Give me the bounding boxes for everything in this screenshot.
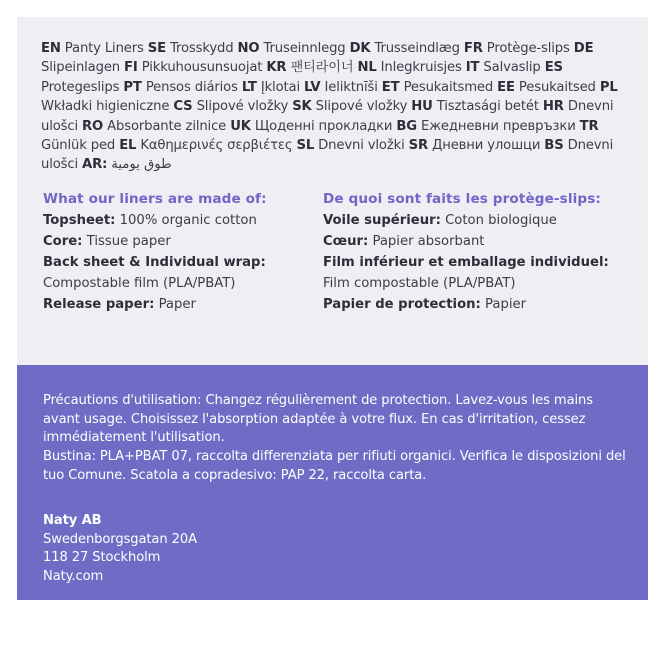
language-entry [82, 157, 172, 172]
language-product-name: Pesukaitsed [518, 79, 596, 95]
language-code: SE [147, 41, 167, 56]
language-code: SR [408, 138, 429, 154]
material-row: Film compostable (PLA/PBAT) [323, 276, 516, 291]
language-entry [242, 80, 300, 95]
language-entry [148, 41, 234, 56]
language-entry [238, 41, 346, 56]
language-product-name: Wkładki higieniczne [41, 99, 170, 115]
language-code: FR [463, 41, 483, 56]
language-code: PL [599, 79, 618, 95]
language-product-name: Protège-slips [486, 41, 570, 56]
language-product-name: Įklotai [260, 79, 300, 95]
language-product-name: Trosskydd [170, 41, 234, 56]
material-row: Film inférieur et emballage individuel: [323, 255, 609, 270]
language-code: HU [411, 99, 433, 115]
language-code: HR [542, 99, 564, 115]
company-address [43, 512, 633, 586]
language-product-name: Salvaslip [483, 60, 541, 76]
multilingual-product-names [41, 39, 631, 175]
language-code: ES [544, 60, 563, 76]
language-code: FI [124, 60, 138, 76]
company-name: Naty AB [43, 513, 102, 528]
language-code: BS [544, 138, 564, 154]
material-row: Voile supérieur: Coton biologique [323, 213, 557, 228]
language-product-name: 팬티라이너 [290, 60, 354, 76]
language-code: AR: [82, 157, 108, 173]
language-entry [82, 119, 226, 134]
language-product-name: Dnevni ulošci [41, 99, 614, 134]
language-code: LV [304, 79, 321, 95]
language-code: TR [579, 118, 599, 134]
info-band [17, 365, 648, 600]
language-code: IT [465, 60, 480, 76]
language-code: EN [41, 41, 61, 56]
language-code: SL [296, 138, 315, 154]
language-entry [396, 119, 575, 134]
language-product-name: Protegeslips [41, 79, 120, 95]
material-row: Compostable film (PLA/PBAT) [43, 276, 236, 291]
materials-french-title: De quoi sont faits les protège-slips: [323, 191, 601, 207]
language-product-name: Inlegkruisjes [380, 60, 462, 76]
language-product-name: طوق يومية [111, 157, 172, 173]
language-code: NO [237, 41, 260, 56]
disposal-instructions: Bustina: PLA+PBAT 07, raccolta differenziata per rifiuti organici. Verifica le disposizioni del tuo Comune. Scatola a copradesivo: PAP 22, raccolta carta. [43, 449, 626, 483]
language-entry [409, 138, 541, 153]
language-entry [297, 138, 405, 153]
language-product-name: Trusseindlæg [374, 41, 460, 56]
language-product-name: Ежедневни превръзки [421, 118, 576, 134]
language-code: DE [573, 41, 594, 56]
usage-precautions: Précautions d'utilisation: Changez régulièrement de protection. Lavez-vous les mains avant usage. Choisissez l'absorption adaptée à votre flux. En cas d'irritation, cessez immédiatement l'utilisation. [43, 393, 593, 446]
language-entry [119, 138, 292, 153]
materials-french [323, 191, 633, 315]
language-product-name: Panty Liners [64, 41, 144, 56]
language-entry [173, 99, 288, 114]
materials-english-title: What our liners are made of: [43, 191, 267, 207]
language-entry [41, 41, 144, 56]
language-entry [304, 80, 378, 95]
language-entry [124, 60, 262, 75]
city-postcode: 118 27 Stockholm [43, 550, 161, 566]
language-product-name: Slipeinlagen [41, 60, 120, 76]
language-product-name: Truseinnlegg [263, 41, 346, 56]
language-product-name: Pesukaitsmed [403, 79, 494, 95]
language-code: EL [119, 138, 137, 154]
material-row: Release paper: Paper [43, 297, 196, 312]
language-code: ET [381, 79, 400, 95]
material-row: Core: Tissue paper [43, 234, 171, 249]
language-product-name: Slipové vložky [315, 99, 408, 115]
language-product-name: Absorbante zilnice [107, 118, 227, 134]
language-code: RO [82, 118, 104, 134]
language-product-name: Dnevni vložki [318, 138, 405, 154]
material-row: Cœur: Papier absorbant [323, 234, 485, 249]
language-code: NL [357, 60, 377, 76]
language-entry [382, 80, 493, 95]
language-product-name: Καθημερινές σερβιέτες [140, 138, 293, 154]
language-product-name: Dnevni ulošci [41, 138, 614, 173]
language-product-name: Дневни улошци [432, 138, 541, 154]
language-code: LT [241, 79, 257, 95]
language-entry [266, 60, 353, 75]
language-entry [357, 60, 461, 75]
website: Naty.com [43, 568, 104, 584]
language-code: DK [349, 41, 371, 56]
language-code: SK [292, 99, 312, 115]
language-entry [466, 60, 541, 75]
material-row: Papier de protection: Papier [323, 297, 527, 312]
language-code: PT [123, 79, 142, 95]
language-product-name: Pensos diários [145, 79, 238, 95]
language-code: CS [173, 99, 193, 115]
language-product-name: Ieliktnīši [324, 79, 378, 95]
material-row: Topsheet: 100% organic cotton [43, 213, 257, 228]
materials-english [43, 191, 313, 315]
language-product-name: Tisztasági betét [436, 99, 539, 115]
language-product-name: Günlük ped [41, 138, 116, 154]
street-address: Swedenborgsgatan 20A [43, 531, 197, 547]
language-entry [350, 41, 460, 56]
language-product-name: Pikkuhousunsuojat [141, 60, 263, 76]
language-entry [292, 99, 407, 114]
language-entry [464, 41, 570, 56]
package-panel [17, 17, 648, 600]
language-code: UK [230, 118, 251, 134]
language-product-name: Щоденні прокладки [254, 118, 393, 134]
language-entry [411, 99, 539, 114]
language-code: EE [497, 79, 515, 95]
language-code: KR [266, 60, 287, 76]
language-entry [230, 119, 392, 134]
material-row: Back sheet & Individual wrap: [43, 255, 266, 270]
language-code: BG [396, 118, 417, 134]
language-product-name: Slipové vložky [196, 99, 289, 115]
language-entry [123, 80, 237, 95]
language-entry [497, 80, 596, 95]
